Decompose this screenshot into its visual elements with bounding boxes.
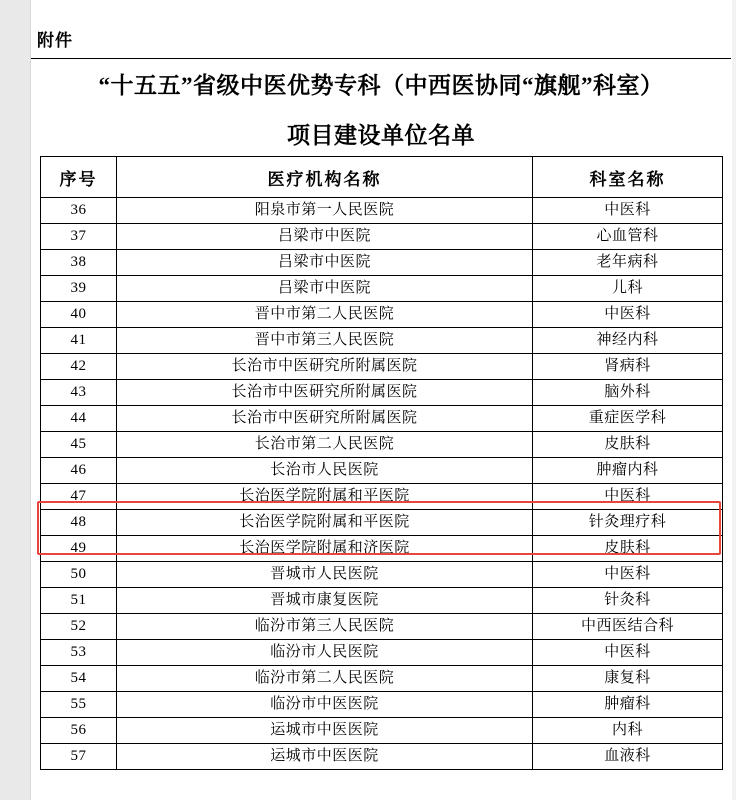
cell-no: 43 xyxy=(41,380,117,406)
cell-no: 41 xyxy=(41,328,117,354)
cell-org: 临汾市中医医院 xyxy=(117,692,533,718)
cell-dept: 中医科 xyxy=(533,198,723,224)
cell-org: 长治市中医研究所附属医院 xyxy=(117,354,533,380)
cell-dept: 内科 xyxy=(533,718,723,744)
cell-no: 50 xyxy=(41,562,117,588)
cell-dept: 重症医学科 xyxy=(533,406,723,432)
cell-org: 长治医学院附属和平医院 xyxy=(117,510,533,536)
header-divider xyxy=(31,58,731,59)
project-units-table xyxy=(40,156,723,770)
cell-dept: 中医科 xyxy=(533,484,723,510)
cell-org: 长治市中医研究所附属医院 xyxy=(117,406,533,432)
cell-org: 晋城市人民医院 xyxy=(117,562,533,588)
cell-no: 47 xyxy=(41,484,117,510)
attachment-label: 附件 xyxy=(37,31,73,50)
table-row xyxy=(41,666,723,692)
cell-dept: 神经内科 xyxy=(533,328,723,354)
table-row xyxy=(41,536,723,562)
cell-org: 吕梁市中医院 xyxy=(117,276,533,302)
cell-no: 49 xyxy=(41,536,117,562)
column-header-no: 序号 xyxy=(41,157,117,198)
table-row xyxy=(41,562,723,588)
cell-no: 46 xyxy=(41,458,117,484)
cell-dept: 血液科 xyxy=(533,744,723,770)
cell-no: 57 xyxy=(41,744,117,770)
cell-org: 临汾市人民医院 xyxy=(117,640,533,666)
cell-dept: 老年病科 xyxy=(533,250,723,276)
table-row xyxy=(41,406,723,432)
table-row xyxy=(41,432,723,458)
cell-org: 长治医学院附属和济医院 xyxy=(117,536,533,562)
table-row-highlighted xyxy=(41,484,723,510)
table-row xyxy=(41,302,723,328)
cell-dept: 康复科 xyxy=(533,666,723,692)
page-title-line-1: “十五五”省级中医优势专科（中西医协同“旗舰”科室） xyxy=(98,73,664,98)
table-row xyxy=(41,224,723,250)
table-row xyxy=(41,718,723,744)
table-row xyxy=(41,250,723,276)
cell-dept: 中医科 xyxy=(533,562,723,588)
cell-dept: 肿瘤科 xyxy=(533,692,723,718)
cell-no: 42 xyxy=(41,354,117,380)
cell-dept: 肿瘤内科 xyxy=(533,458,723,484)
table-header-row xyxy=(41,157,723,198)
cell-no: 53 xyxy=(41,640,117,666)
table-row xyxy=(41,380,723,406)
cell-no: 52 xyxy=(41,614,117,640)
table-row xyxy=(41,744,723,770)
cell-dept: 皮肤科 xyxy=(533,536,723,562)
column-header-org: 医疗机构名称 xyxy=(117,157,533,198)
cell-no: 36 xyxy=(41,198,117,224)
table-row xyxy=(41,458,723,484)
table-row xyxy=(41,276,723,302)
table-row xyxy=(41,354,723,380)
cell-org: 长治医学院附属和平医院 xyxy=(117,484,533,510)
cell-dept: 皮肤科 xyxy=(533,432,723,458)
cell-no: 48 xyxy=(41,510,117,536)
cell-no: 45 xyxy=(41,432,117,458)
cell-dept: 针灸科 xyxy=(533,588,723,614)
cell-dept: 脑外科 xyxy=(533,380,723,406)
table-head xyxy=(41,157,723,198)
cell-no: 40 xyxy=(41,302,117,328)
cell-dept: 儿科 xyxy=(533,276,723,302)
cell-dept: 中西医结合科 xyxy=(533,614,723,640)
cell-no: 38 xyxy=(41,250,117,276)
cell-no: 51 xyxy=(41,588,117,614)
cell-org: 临汾市第二人民医院 xyxy=(117,666,533,692)
cell-dept: 肾病科 xyxy=(533,354,723,380)
cell-org: 吕梁市中医院 xyxy=(117,250,533,276)
cell-dept: 中医科 xyxy=(533,302,723,328)
table-row xyxy=(41,198,723,224)
cell-org: 长治市中医研究所附属医院 xyxy=(117,380,533,406)
column-header-dept: 科室名称 xyxy=(533,157,723,198)
cell-org: 长治市第二人民医院 xyxy=(117,432,533,458)
table-row xyxy=(41,328,723,354)
cell-org: 阳泉市第一人民医院 xyxy=(117,198,533,224)
cell-no: 37 xyxy=(41,224,117,250)
cell-dept: 心血管科 xyxy=(533,224,723,250)
title-block xyxy=(31,66,731,156)
cell-org: 运城市中医医院 xyxy=(117,718,533,744)
right-margin-strip xyxy=(732,0,736,800)
cell-org: 临汾市第三人民医院 xyxy=(117,614,533,640)
table-body xyxy=(41,198,723,770)
cell-org: 晋中市第二人民医院 xyxy=(117,302,533,328)
table-row xyxy=(41,692,723,718)
cell-no: 56 xyxy=(41,718,117,744)
cell-dept: 中医科 xyxy=(533,640,723,666)
table-row xyxy=(41,614,723,640)
cell-no: 39 xyxy=(41,276,117,302)
left-margin-strip xyxy=(0,0,31,800)
page-title-line-2: 项目建设单位名单 xyxy=(287,123,475,148)
cell-org: 晋中市第三人民医院 xyxy=(117,328,533,354)
table-row xyxy=(41,640,723,666)
cell-dept: 针灸理疗科 xyxy=(533,510,723,536)
cell-org: 晋城市康复医院 xyxy=(117,588,533,614)
cell-no: 55 xyxy=(41,692,117,718)
document-body xyxy=(31,0,731,800)
cell-org: 吕梁市中医院 xyxy=(117,224,533,250)
cell-org: 运城市中医医院 xyxy=(117,744,533,770)
table-row xyxy=(41,588,723,614)
table-row-highlighted xyxy=(41,510,723,536)
cell-no: 54 xyxy=(41,666,117,692)
cell-org: 长治市人民医院 xyxy=(117,458,533,484)
cell-no: 44 xyxy=(41,406,117,432)
